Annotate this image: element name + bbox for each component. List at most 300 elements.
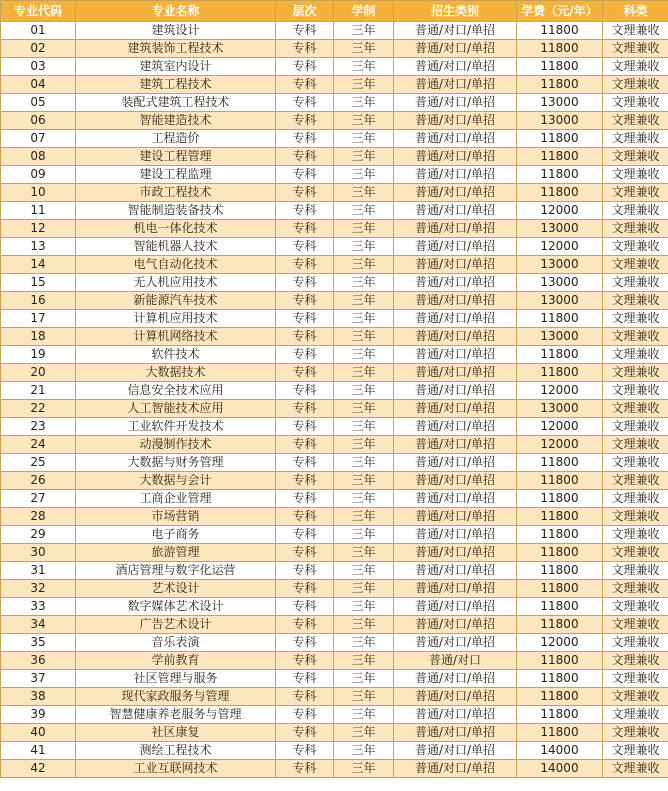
cell-subject-category: 文理兼收 bbox=[603, 22, 668, 40]
table-row bbox=[1, 544, 668, 562]
cell-subject-category: 文理兼收 bbox=[603, 346, 668, 364]
cell-major-name: 社区康复 bbox=[76, 724, 276, 742]
cell-major-name: 机电一体化技术 bbox=[76, 220, 276, 238]
cell-tuition: 11800 bbox=[517, 706, 603, 724]
cell-subject-category: 文理兼收 bbox=[603, 148, 668, 166]
cell-duration: 三年 bbox=[334, 364, 394, 382]
cell-duration: 三年 bbox=[334, 292, 394, 310]
cell-subject-category: 文理兼收 bbox=[603, 130, 668, 148]
cell-level: 专科 bbox=[276, 472, 334, 490]
table-row bbox=[1, 94, 668, 112]
cell-tuition: 11800 bbox=[517, 724, 603, 742]
cell-major-name: 智能制造装备技术 bbox=[76, 202, 276, 220]
cell-major-code: 37 bbox=[1, 670, 76, 688]
cell-admission-type: 普通/对口/单招 bbox=[394, 148, 517, 166]
cell-tuition: 11800 bbox=[517, 346, 603, 364]
cell-major-name: 建筑工程技术 bbox=[76, 76, 276, 94]
cell-tuition: 12000 bbox=[517, 436, 603, 454]
cell-duration: 三年 bbox=[334, 652, 394, 670]
cell-level: 专科 bbox=[276, 580, 334, 598]
cell-major-code: 15 bbox=[1, 274, 76, 292]
cell-duration: 三年 bbox=[334, 40, 394, 58]
table-row bbox=[1, 670, 668, 688]
cell-subject-category: 文理兼收 bbox=[603, 76, 668, 94]
cell-tuition: 12000 bbox=[517, 382, 603, 400]
cell-duration: 三年 bbox=[334, 112, 394, 130]
cell-tuition: 11800 bbox=[517, 76, 603, 94]
cell-tuition: 13000 bbox=[517, 94, 603, 112]
cell-major-code: 06 bbox=[1, 112, 76, 130]
cell-admission-type: 普通/对口/单招 bbox=[394, 328, 517, 346]
cell-tuition: 14000 bbox=[517, 760, 603, 778]
cell-tuition: 11800 bbox=[517, 22, 603, 40]
cell-admission-type: 普通/对口/单招 bbox=[394, 94, 517, 112]
cell-subject-category: 文理兼收 bbox=[603, 400, 668, 418]
cell-tuition: 13000 bbox=[517, 256, 603, 274]
cell-subject-category: 文理兼收 bbox=[603, 580, 668, 598]
cell-admission-type: 普通/对口/单招 bbox=[394, 562, 517, 580]
cell-duration: 三年 bbox=[334, 670, 394, 688]
cell-level: 专科 bbox=[276, 22, 334, 40]
cell-level: 专科 bbox=[276, 562, 334, 580]
cell-major-name: 软件技术 bbox=[76, 346, 276, 364]
cell-subject-category: 文理兼收 bbox=[603, 310, 668, 328]
cell-admission-type: 普通/对口/单招 bbox=[394, 292, 517, 310]
cell-subject-category: 文理兼收 bbox=[603, 562, 668, 580]
cell-level: 专科 bbox=[276, 274, 334, 292]
header-admission-type: 招生类别 bbox=[394, 1, 517, 22]
cell-admission-type: 普通/对口/单招 bbox=[394, 580, 517, 598]
cell-major-code: 20 bbox=[1, 364, 76, 382]
header-duration: 学制 bbox=[334, 1, 394, 22]
cell-admission-type: 普通/对口/单招 bbox=[394, 202, 517, 220]
cell-tuition: 11800 bbox=[517, 454, 603, 472]
cell-duration: 三年 bbox=[334, 346, 394, 364]
cell-major-name: 工程造价 bbox=[76, 130, 276, 148]
table-row bbox=[1, 112, 668, 130]
cell-admission-type: 普通/对口/单招 bbox=[394, 436, 517, 454]
cell-admission-type: 普通/对口/单招 bbox=[394, 130, 517, 148]
cell-duration: 三年 bbox=[334, 742, 394, 760]
cell-admission-type: 普通/对口/单招 bbox=[394, 364, 517, 382]
cell-major-code: 12 bbox=[1, 220, 76, 238]
cell-major-code: 11 bbox=[1, 202, 76, 220]
cell-subject-category: 文理兼收 bbox=[603, 742, 668, 760]
cell-major-code: 05 bbox=[1, 94, 76, 112]
cell-subject-category: 文理兼收 bbox=[603, 58, 668, 76]
cell-admission-type: 普通/对口/单招 bbox=[394, 670, 517, 688]
table-row bbox=[1, 148, 668, 166]
header-major-code: 专业代码 bbox=[1, 1, 76, 22]
cell-admission-type: 普通/对口/单招 bbox=[394, 706, 517, 724]
cell-major-name: 大数据与会计 bbox=[76, 472, 276, 490]
cell-level: 专科 bbox=[276, 184, 334, 202]
table-row bbox=[1, 508, 668, 526]
cell-level: 专科 bbox=[276, 616, 334, 634]
cell-major-code: 01 bbox=[1, 22, 76, 40]
cell-admission-type: 普通/对口/单招 bbox=[394, 112, 517, 130]
cell-duration: 三年 bbox=[334, 310, 394, 328]
cell-subject-category: 文理兼收 bbox=[603, 364, 668, 382]
cell-level: 专科 bbox=[276, 454, 334, 472]
cell-level: 专科 bbox=[276, 418, 334, 436]
table-row bbox=[1, 202, 668, 220]
cell-major-name: 智慧健康养老服务与管理 bbox=[76, 706, 276, 724]
table-row bbox=[1, 130, 668, 148]
cell-tuition: 11800 bbox=[517, 310, 603, 328]
cell-duration: 三年 bbox=[334, 94, 394, 112]
cell-tuition: 11800 bbox=[517, 544, 603, 562]
cell-duration: 三年 bbox=[334, 382, 394, 400]
cell-admission-type: 普通/对口/单招 bbox=[394, 544, 517, 562]
cell-major-code: 38 bbox=[1, 688, 76, 706]
cell-major-name: 社区管理与服务 bbox=[76, 670, 276, 688]
cell-level: 专科 bbox=[276, 544, 334, 562]
table-row bbox=[1, 688, 668, 706]
cell-major-name: 市政工程技术 bbox=[76, 184, 276, 202]
cell-major-name: 电子商务 bbox=[76, 526, 276, 544]
cell-tuition: 13000 bbox=[517, 328, 603, 346]
cell-subject-category: 文理兼收 bbox=[603, 184, 668, 202]
cell-level: 专科 bbox=[276, 742, 334, 760]
cell-tuition: 12000 bbox=[517, 634, 603, 652]
cell-level: 专科 bbox=[276, 112, 334, 130]
table-row bbox=[1, 652, 668, 670]
cell-level: 专科 bbox=[276, 130, 334, 148]
table-row bbox=[1, 634, 668, 652]
cell-major-name: 旅游管理 bbox=[76, 544, 276, 562]
table-header bbox=[1, 1, 668, 22]
cell-level: 专科 bbox=[276, 256, 334, 274]
cell-duration: 三年 bbox=[334, 598, 394, 616]
table-row bbox=[1, 382, 668, 400]
table-row bbox=[1, 274, 668, 292]
cell-major-name: 装配式建筑工程技术 bbox=[76, 94, 276, 112]
cell-tuition: 12000 bbox=[517, 238, 603, 256]
cell-major-code: 24 bbox=[1, 436, 76, 454]
table-row bbox=[1, 400, 668, 418]
cell-level: 专科 bbox=[276, 202, 334, 220]
header-subject-category: 科类 bbox=[603, 1, 668, 22]
cell-major-code: 31 bbox=[1, 562, 76, 580]
table-row bbox=[1, 166, 668, 184]
table-row bbox=[1, 76, 668, 94]
cell-duration: 三年 bbox=[334, 688, 394, 706]
cell-major-name: 现代家政服务与管理 bbox=[76, 688, 276, 706]
cell-duration: 三年 bbox=[334, 472, 394, 490]
cell-duration: 三年 bbox=[334, 562, 394, 580]
cell-admission-type: 普通/对口/单招 bbox=[394, 508, 517, 526]
cell-admission-type: 普通/对口/单招 bbox=[394, 634, 517, 652]
cell-major-name: 音乐表演 bbox=[76, 634, 276, 652]
cell-major-code: 36 bbox=[1, 652, 76, 670]
cell-tuition: 11800 bbox=[517, 148, 603, 166]
cell-major-code: 25 bbox=[1, 454, 76, 472]
cell-subject-category: 文理兼收 bbox=[603, 292, 668, 310]
cell-subject-category: 文理兼收 bbox=[603, 328, 668, 346]
cell-major-code: 42 bbox=[1, 760, 76, 778]
cell-admission-type: 普通/对口/单招 bbox=[394, 616, 517, 634]
cell-subject-category: 文理兼收 bbox=[603, 616, 668, 634]
cell-admission-type: 普通/对口/单招 bbox=[394, 472, 517, 490]
cell-subject-category: 文理兼收 bbox=[603, 490, 668, 508]
cell-duration: 三年 bbox=[334, 526, 394, 544]
cell-admission-type: 普通/对口/单招 bbox=[394, 400, 517, 418]
cell-major-name: 大数据技术 bbox=[76, 364, 276, 382]
table-row bbox=[1, 616, 668, 634]
cell-major-code: 21 bbox=[1, 382, 76, 400]
cell-tuition: 11800 bbox=[517, 58, 603, 76]
cell-admission-type: 普通/对口/单招 bbox=[394, 256, 517, 274]
cell-duration: 三年 bbox=[334, 184, 394, 202]
cell-major-code: 26 bbox=[1, 472, 76, 490]
cell-tuition: 11800 bbox=[517, 580, 603, 598]
cell-duration: 三年 bbox=[334, 238, 394, 256]
table-row bbox=[1, 364, 668, 382]
cell-subject-category: 文理兼收 bbox=[603, 688, 668, 706]
cell-major-code: 33 bbox=[1, 598, 76, 616]
cell-tuition: 11800 bbox=[517, 616, 603, 634]
cell-major-name: 建筑室内设计 bbox=[76, 58, 276, 76]
cell-subject-category: 文理兼收 bbox=[603, 724, 668, 742]
cell-subject-category: 文理兼收 bbox=[603, 112, 668, 130]
cell-admission-type: 普通/对口/单招 bbox=[394, 166, 517, 184]
cell-duration: 三年 bbox=[334, 706, 394, 724]
cell-subject-category: 文理兼收 bbox=[603, 598, 668, 616]
cell-admission-type: 普通/对口 bbox=[394, 652, 517, 670]
cell-admission-type: 普通/对口/单招 bbox=[394, 454, 517, 472]
table-row bbox=[1, 580, 668, 598]
table-row bbox=[1, 706, 668, 724]
cell-level: 专科 bbox=[276, 508, 334, 526]
cell-subject-category: 文理兼收 bbox=[603, 436, 668, 454]
header-row bbox=[1, 1, 668, 22]
cell-admission-type: 普通/对口/单招 bbox=[394, 742, 517, 760]
cell-major-code: 08 bbox=[1, 148, 76, 166]
table-row bbox=[1, 454, 668, 472]
cell-duration: 三年 bbox=[334, 220, 394, 238]
cell-major-code: 29 bbox=[1, 526, 76, 544]
cell-major-code: 40 bbox=[1, 724, 76, 742]
cell-tuition: 11800 bbox=[517, 40, 603, 58]
cell-duration: 三年 bbox=[334, 616, 394, 634]
cell-level: 专科 bbox=[276, 490, 334, 508]
cell-major-code: 16 bbox=[1, 292, 76, 310]
cell-admission-type: 普通/对口/单招 bbox=[394, 274, 517, 292]
cell-tuition: 11800 bbox=[517, 472, 603, 490]
cell-level: 专科 bbox=[276, 58, 334, 76]
cell-duration: 三年 bbox=[334, 418, 394, 436]
cell-major-name: 电气自动化技术 bbox=[76, 256, 276, 274]
table-row bbox=[1, 184, 668, 202]
cell-major-name: 计算机网络技术 bbox=[76, 328, 276, 346]
cell-major-code: 30 bbox=[1, 544, 76, 562]
cell-duration: 三年 bbox=[334, 634, 394, 652]
cell-duration: 三年 bbox=[334, 436, 394, 454]
cell-subject-category: 文理兼收 bbox=[603, 526, 668, 544]
cell-subject-category: 文理兼收 bbox=[603, 760, 668, 778]
table-row bbox=[1, 472, 668, 490]
cell-level: 专科 bbox=[276, 382, 334, 400]
cell-level: 专科 bbox=[276, 76, 334, 94]
cell-tuition: 13000 bbox=[517, 220, 603, 238]
cell-tuition: 11800 bbox=[517, 526, 603, 544]
table-row bbox=[1, 292, 668, 310]
table-row bbox=[1, 238, 668, 256]
table-row bbox=[1, 742, 668, 760]
cell-admission-type: 普通/对口/单招 bbox=[394, 418, 517, 436]
table-row bbox=[1, 58, 668, 76]
table-row bbox=[1, 418, 668, 436]
cell-admission-type: 普通/对口/单招 bbox=[394, 184, 517, 202]
cell-major-name: 智能建造技术 bbox=[76, 112, 276, 130]
cell-admission-type: 普通/对口/单招 bbox=[394, 58, 517, 76]
cell-level: 专科 bbox=[276, 310, 334, 328]
cell-major-code: 13 bbox=[1, 238, 76, 256]
table-row bbox=[1, 328, 668, 346]
table-row bbox=[1, 40, 668, 58]
cell-major-name: 建筑设计 bbox=[76, 22, 276, 40]
cell-level: 专科 bbox=[276, 364, 334, 382]
cell-duration: 三年 bbox=[334, 490, 394, 508]
cell-level: 专科 bbox=[276, 238, 334, 256]
cell-level: 专科 bbox=[276, 760, 334, 778]
cell-major-name: 人工智能技术应用 bbox=[76, 400, 276, 418]
cell-tuition: 11800 bbox=[517, 166, 603, 184]
table-row bbox=[1, 598, 668, 616]
cell-major-name: 大数据与财务管理 bbox=[76, 454, 276, 472]
cell-admission-type: 普通/对口/单招 bbox=[394, 688, 517, 706]
cell-major-code: 22 bbox=[1, 400, 76, 418]
cell-subject-category: 文理兼收 bbox=[603, 220, 668, 238]
cell-subject-category: 文理兼收 bbox=[603, 544, 668, 562]
cell-duration: 三年 bbox=[334, 148, 394, 166]
cell-duration: 三年 bbox=[334, 22, 394, 40]
cell-tuition: 14000 bbox=[517, 742, 603, 760]
cell-subject-category: 文理兼收 bbox=[603, 382, 668, 400]
cell-duration: 三年 bbox=[334, 256, 394, 274]
cell-major-code: 34 bbox=[1, 616, 76, 634]
cell-admission-type: 普通/对口/单招 bbox=[394, 490, 517, 508]
cell-major-name: 艺术设计 bbox=[76, 580, 276, 598]
cell-level: 专科 bbox=[276, 220, 334, 238]
cell-subject-category: 文理兼收 bbox=[603, 238, 668, 256]
cell-admission-type: 普通/对口/单招 bbox=[394, 526, 517, 544]
cell-major-code: 02 bbox=[1, 40, 76, 58]
cell-major-name: 建筑装饰工程技术 bbox=[76, 40, 276, 58]
cell-tuition: 11800 bbox=[517, 490, 603, 508]
cell-level: 专科 bbox=[276, 526, 334, 544]
cell-major-name: 建设工程监理 bbox=[76, 166, 276, 184]
cell-subject-category: 文理兼收 bbox=[603, 94, 668, 112]
cell-duration: 三年 bbox=[334, 202, 394, 220]
cell-tuition: 11800 bbox=[517, 598, 603, 616]
cell-tuition: 11800 bbox=[517, 364, 603, 382]
cell-duration: 三年 bbox=[334, 544, 394, 562]
cell-duration: 三年 bbox=[334, 454, 394, 472]
cell-duration: 三年 bbox=[334, 58, 394, 76]
header-major-name: 专业名称 bbox=[76, 1, 276, 22]
cell-level: 专科 bbox=[276, 166, 334, 184]
cell-major-code: 28 bbox=[1, 508, 76, 526]
cell-duration: 三年 bbox=[334, 508, 394, 526]
table-row bbox=[1, 310, 668, 328]
cell-subject-category: 文理兼收 bbox=[603, 454, 668, 472]
cell-tuition: 11800 bbox=[517, 688, 603, 706]
table-row bbox=[1, 436, 668, 454]
cell-major-name: 广告艺术设计 bbox=[76, 616, 276, 634]
table-row bbox=[1, 724, 668, 742]
cell-admission-type: 普通/对口/单招 bbox=[394, 760, 517, 778]
cell-admission-type: 普通/对口/单招 bbox=[394, 238, 517, 256]
cell-duration: 三年 bbox=[334, 76, 394, 94]
cell-admission-type: 普通/对口/单招 bbox=[394, 382, 517, 400]
cell-subject-category: 文理兼收 bbox=[603, 166, 668, 184]
cell-major-code: 14 bbox=[1, 256, 76, 274]
cell-level: 专科 bbox=[276, 652, 334, 670]
cell-major-code: 07 bbox=[1, 130, 76, 148]
table-row bbox=[1, 256, 668, 274]
cell-major-code: 41 bbox=[1, 742, 76, 760]
cell-major-name: 测绘工程技术 bbox=[76, 742, 276, 760]
cell-major-code: 03 bbox=[1, 58, 76, 76]
cell-duration: 三年 bbox=[334, 760, 394, 778]
cell-level: 专科 bbox=[276, 328, 334, 346]
cell-tuition: 11800 bbox=[517, 670, 603, 688]
cell-tuition: 13000 bbox=[517, 292, 603, 310]
cell-major-code: 18 bbox=[1, 328, 76, 346]
cell-major-name: 计算机应用技术 bbox=[76, 310, 276, 328]
header-tuition: 学费（元/年） bbox=[517, 1, 603, 22]
cell-admission-type: 普通/对口/单招 bbox=[394, 22, 517, 40]
cell-tuition: 11800 bbox=[517, 184, 603, 202]
table-body bbox=[1, 22, 668, 778]
cell-subject-category: 文理兼收 bbox=[603, 670, 668, 688]
cell-level: 专科 bbox=[276, 346, 334, 364]
cell-major-code: 27 bbox=[1, 490, 76, 508]
cell-tuition: 11800 bbox=[517, 562, 603, 580]
cell-tuition: 12000 bbox=[517, 418, 603, 436]
table-row bbox=[1, 490, 668, 508]
cell-level: 专科 bbox=[276, 724, 334, 742]
cell-tuition: 13000 bbox=[517, 400, 603, 418]
cell-major-code: 04 bbox=[1, 76, 76, 94]
cell-duration: 三年 bbox=[334, 724, 394, 742]
table-row bbox=[1, 220, 668, 238]
cell-major-code: 32 bbox=[1, 580, 76, 598]
cell-subject-category: 文理兼收 bbox=[603, 706, 668, 724]
cell-duration: 三年 bbox=[334, 580, 394, 598]
cell-major-code: 09 bbox=[1, 166, 76, 184]
cell-level: 专科 bbox=[276, 94, 334, 112]
cell-level: 专科 bbox=[276, 670, 334, 688]
cell-admission-type: 普通/对口/单招 bbox=[394, 346, 517, 364]
table-row bbox=[1, 760, 668, 778]
cell-major-name: 学前教育 bbox=[76, 652, 276, 670]
header-level: 层次 bbox=[276, 1, 334, 22]
cell-tuition: 12000 bbox=[517, 202, 603, 220]
cell-tuition: 11800 bbox=[517, 508, 603, 526]
table-row bbox=[1, 562, 668, 580]
cell-admission-type: 普通/对口/单招 bbox=[394, 724, 517, 742]
cell-major-name: 工商企业管理 bbox=[76, 490, 276, 508]
cell-level: 专科 bbox=[276, 688, 334, 706]
cell-major-name: 新能源汽车技术 bbox=[76, 292, 276, 310]
cell-level: 专科 bbox=[276, 436, 334, 454]
cell-subject-category: 文理兼收 bbox=[603, 256, 668, 274]
cell-subject-category: 文理兼收 bbox=[603, 418, 668, 436]
cell-subject-category: 文理兼收 bbox=[603, 508, 668, 526]
